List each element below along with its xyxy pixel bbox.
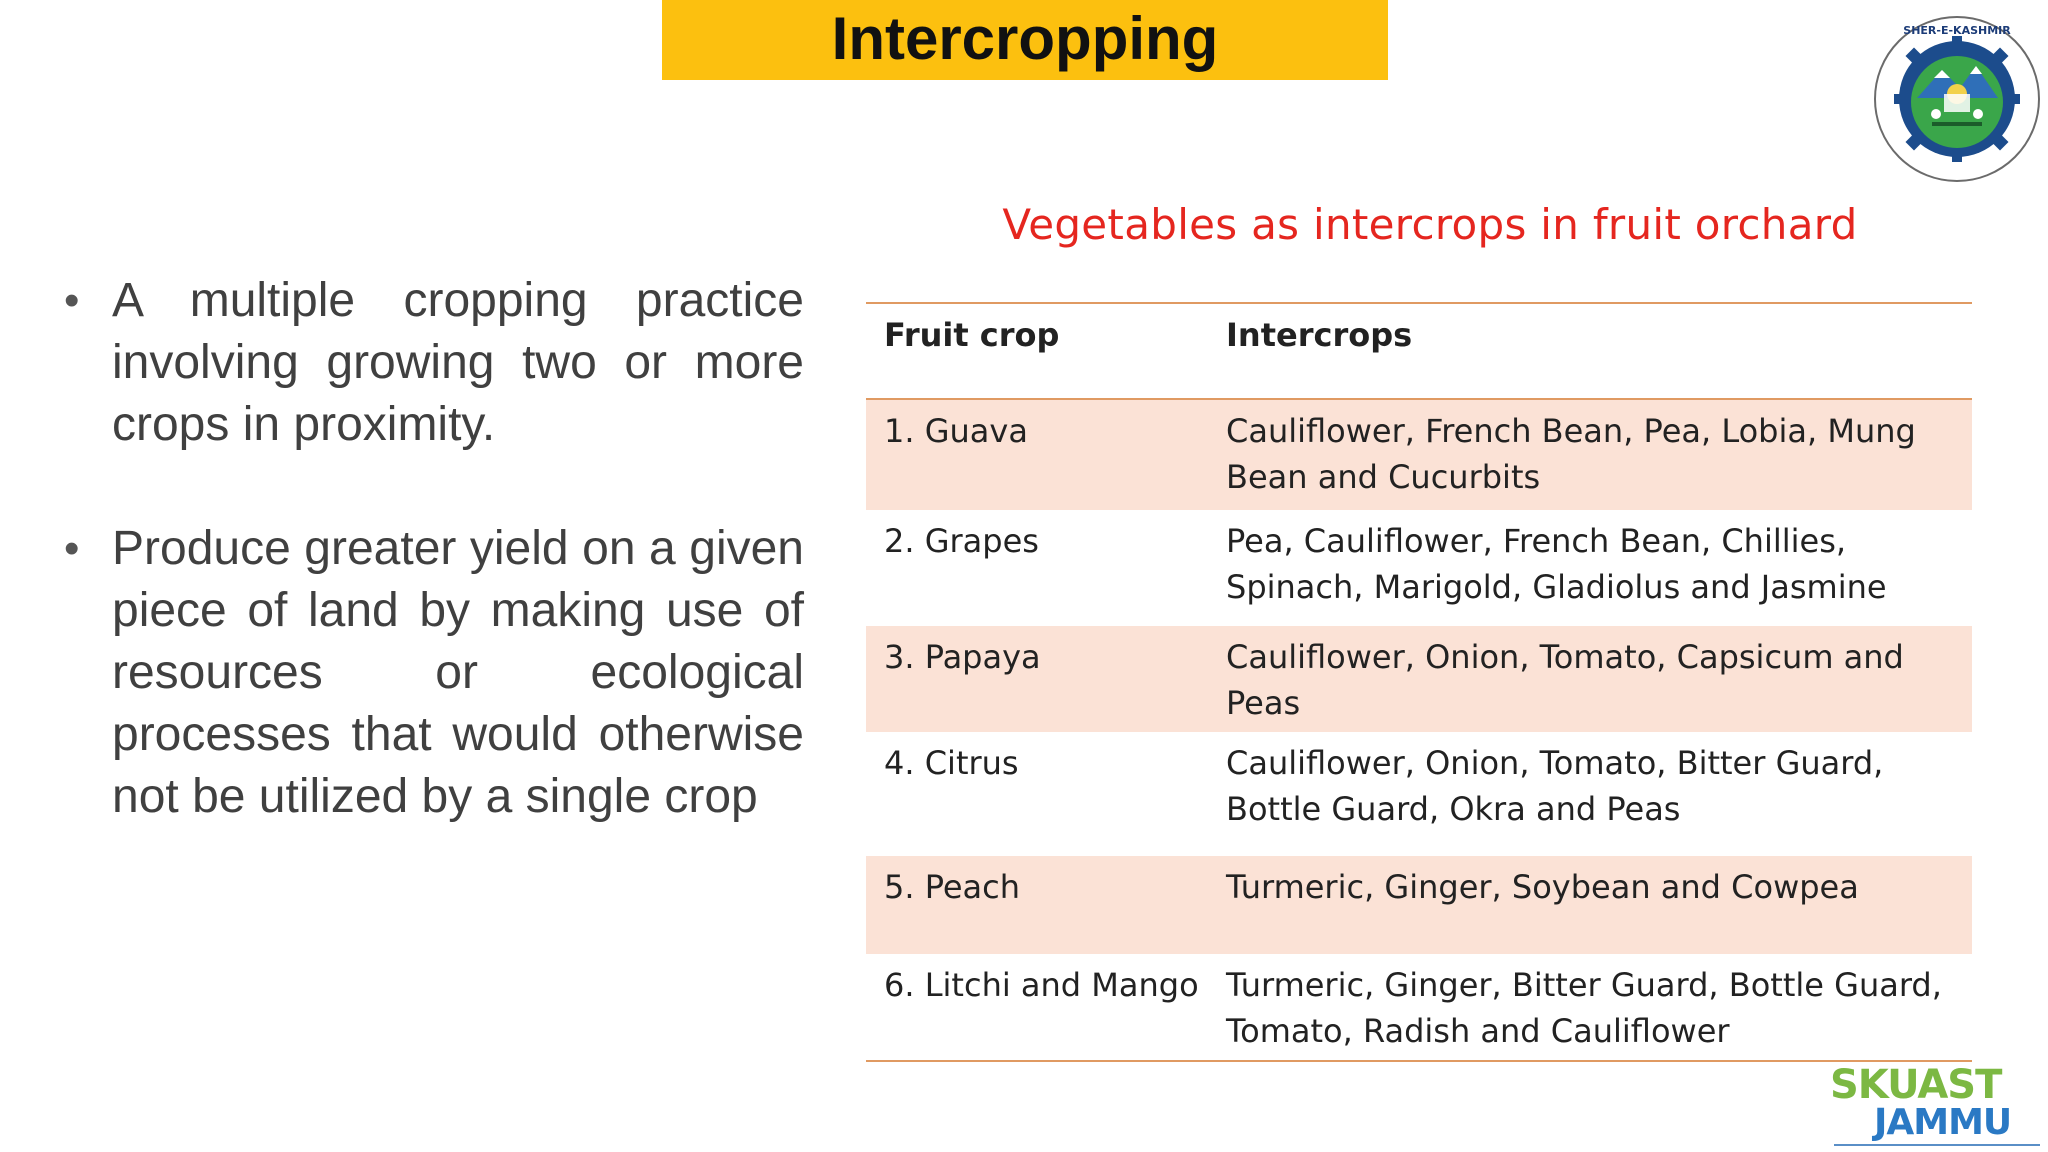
table-row [866,954,1972,1062]
title-banner [662,0,1388,80]
intercrops-cell: Cauliflower, French Bean, Pea, Lobia, Mung Bean and Cucurbits [1226,412,1916,496]
logo-line-skuast: SKUAST [1830,1062,2002,1108]
fruit-crop-cell: 6. Litchi and Mango [884,966,1199,1004]
logo-line-jammu: JAMMU [1874,1102,2012,1143]
header-intercrops: Intercrops [1226,316,1413,354]
university-seal-logo [1872,14,2042,184]
table-caption: Vegetables as intercrops in fruit orchard [1002,200,1858,249]
intercrops-cell: Turmeric, Ginger, Bitter Guard, Bottle Guard, Tomato, Radish and Cauliflower [1226,966,1942,1050]
fruit-crop-cell: 3. Papaya [884,638,1041,676]
bullet-list [64,270,804,828]
logo-underline [1834,1144,2040,1146]
skuast-jammu-logo [1826,1062,2046,1148]
slide-title: Intercropping [831,5,1219,72]
fruit-crop-cell: 5. Peach [884,868,1021,906]
table-row [866,856,1972,954]
intercrops-cell: Pea, Cauliflower, French Bean, Chillies, Spinach, Marigold, Gladiolus and Jasmine [1226,522,1887,606]
fruit-crop-cell: 1. Guava [884,412,1028,450]
intercrops-table [866,302,1972,1062]
bullet-item: • A multiple cropping practice involving growing two or more crops in proximity. [64,270,804,456]
table-row [866,732,1972,856]
intercrops-cell: Cauliflower, Onion, Tomato, Capsicum and Peas [1226,638,1904,722]
table-row [866,400,1972,510]
table-row [866,510,1972,626]
fruit-crop-cell: 4. Citrus [884,744,1019,782]
svg-text:SHER-E-KASHMIR: SHER-E-KASHMIR [1903,24,2011,37]
table-header-row [866,302,1972,400]
fruit-crop-cell: 2. Grapes [884,522,1039,560]
bullet-item: • Produce greater yield on a given piece of land by making use of resources or ecological processes that would otherwise not be utilized by a single crop [64,518,804,828]
intercrops-cell: Turmeric, Ginger, Soybean and Cowpea [1226,868,1859,906]
header-fruit-crop: Fruit crop [884,316,1060,354]
intercrops-cell: Cauliflower, Onion, Tomato, Bitter Guard, Bottle Guard, Okra and Peas [1226,744,1884,828]
table-row [866,626,1972,732]
